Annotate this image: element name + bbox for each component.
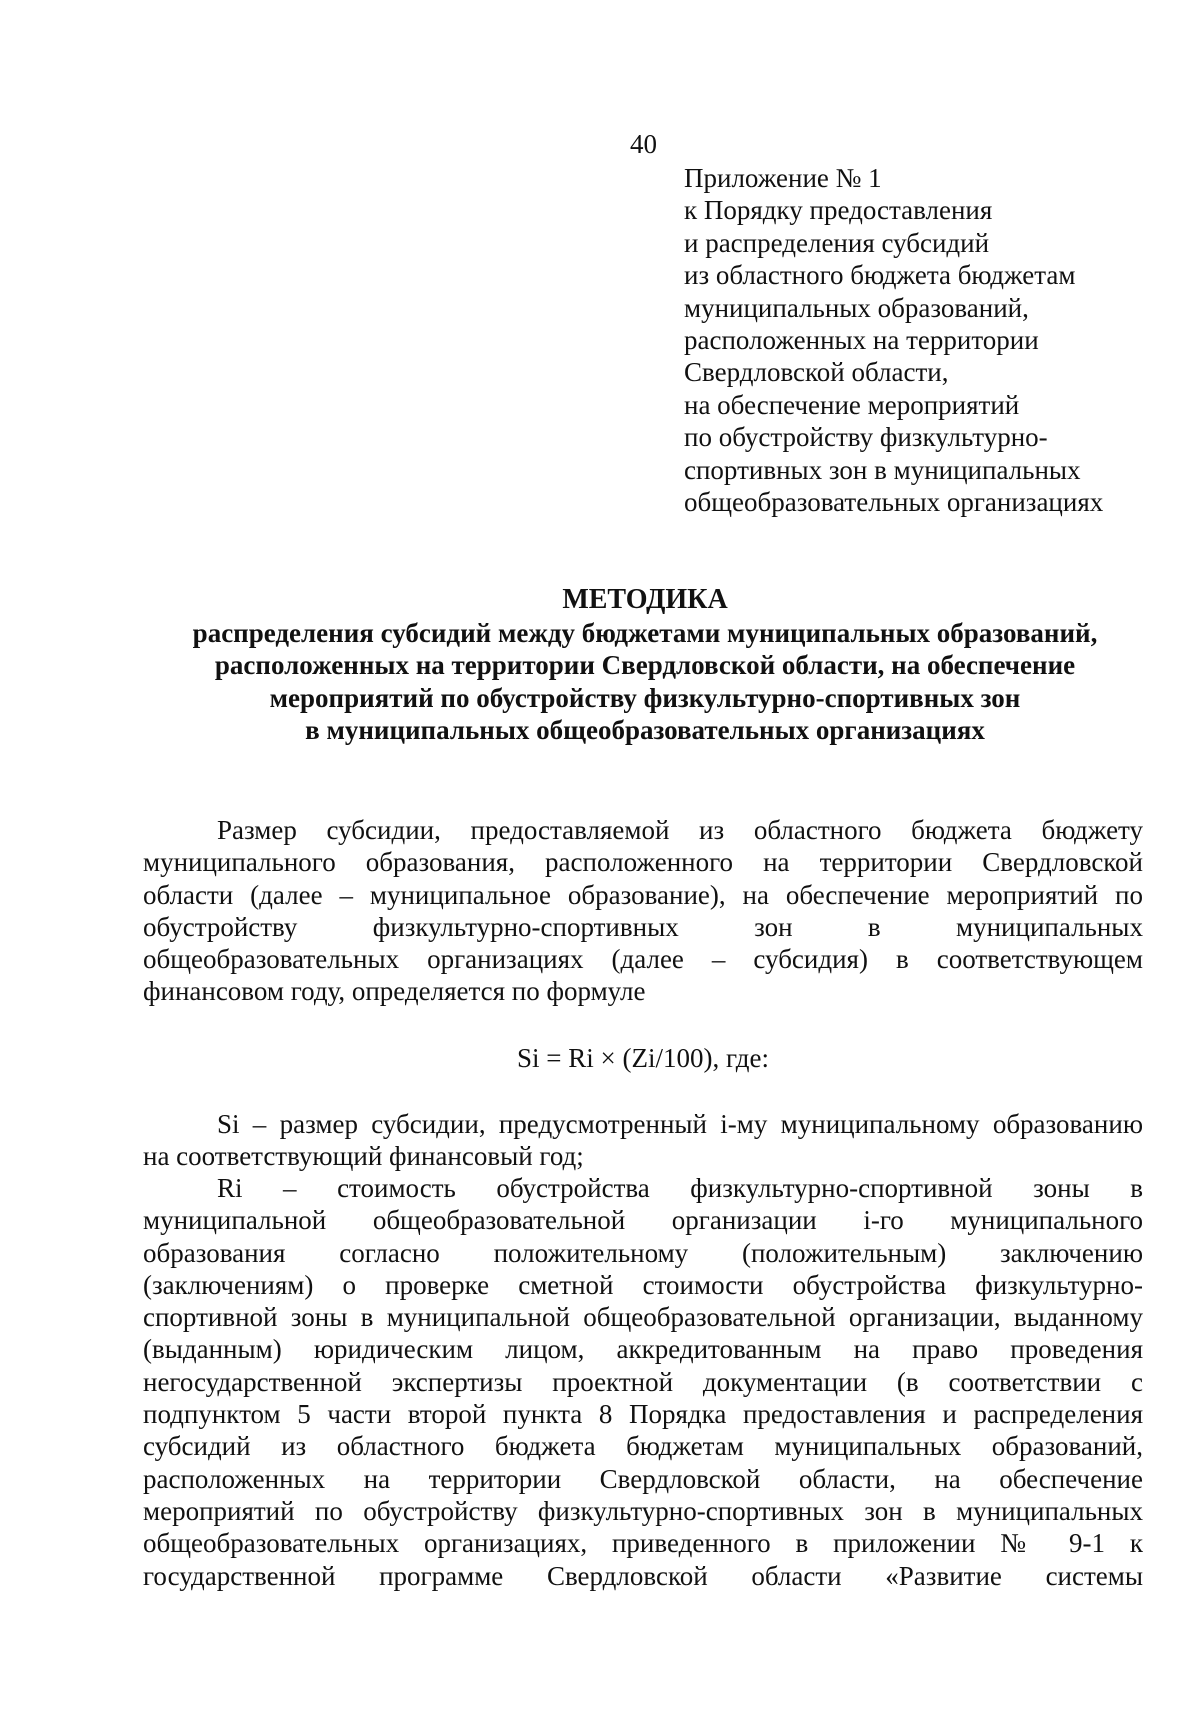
text-line: государственной программе Свердловской области «Развитие системы bbox=[143, 1560, 1143, 1591]
text-line: общеобразовательных организациях, приведенного в приложении № 9-1 к bbox=[143, 1528, 1143, 1559]
text-line: подпунктом 5 части второй пункта 8 Порядка предоставления и распределения bbox=[143, 1399, 1143, 1430]
text-line: на соответствующий финансовый год; bbox=[143, 1141, 584, 1172]
appendix-line: и распределения субсидий bbox=[684, 227, 990, 258]
word: муниципальных bbox=[956, 911, 1143, 942]
word: в bbox=[867, 911, 881, 942]
page-number: 40 bbox=[630, 129, 657, 159]
text-line: области (далее – муниципальное образование), на обеспечение мероприятий по bbox=[143, 879, 1143, 910]
text-line: финансовом году, определяется по формуле bbox=[143, 976, 646, 1007]
paragraph-si-definition bbox=[143, 1108, 1143, 1173]
text-line: (выданным) юридическим лицом, аккредитованным на право проведения bbox=[143, 1334, 1143, 1365]
text-line: общеобразовательных организациях (далее – субсидия) в соответствующем bbox=[143, 944, 1143, 975]
appendix-line: Свердловской области, bbox=[684, 357, 949, 388]
text-line: расположенных на территории Свердловской области, на обеспечение bbox=[143, 1463, 1143, 1494]
title-subline: распределения субсидий между бюджетами муниципальных образований, bbox=[192, 617, 1098, 648]
text-line-spread bbox=[143, 911, 1143, 943]
word: физкультурно-спортивных bbox=[372, 911, 679, 942]
appendix-line: из областного бюджета бюджетам bbox=[684, 260, 1076, 291]
title-main: МЕТОДИКА bbox=[562, 584, 728, 615]
appendix-line: расположенных на территории bbox=[684, 325, 1039, 356]
title-subline: расположенных на территории Свердловской области, на обеспечение bbox=[214, 650, 1076, 680]
appendix-line: Приложение № 1 bbox=[684, 163, 882, 193]
paragraph-ri-definition bbox=[143, 1172, 1143, 1592]
appendix-line: по обустройству физкультурно- bbox=[684, 422, 1048, 453]
appendix-line: спортивных зон в муниципальных bbox=[684, 454, 1081, 485]
appendix-line: к Порядку предоставления bbox=[684, 195, 993, 226]
paragraph-subsidy-size bbox=[143, 814, 1143, 1008]
word: зон bbox=[754, 911, 793, 942]
appendix-line: муниципальных образований, bbox=[684, 292, 1029, 323]
text-line: Si – размер субсидии, предусмотренный i-му муниципальному образованию bbox=[217, 1109, 1143, 1139]
formula: Si = Ri × (Zi/100), где: bbox=[517, 1043, 769, 1073]
text-line: субсидий из областного бюджета бюджетам муниципальных образований, bbox=[143, 1431, 1143, 1462]
appendix-line: общеобразовательных организациях bbox=[684, 487, 1104, 518]
text-line: муниципальной общеобразовательной организации i-го муниципального bbox=[143, 1205, 1143, 1236]
text-line: спортивной зоны в муниципальной общеобразовательной организации, выданному bbox=[143, 1302, 1143, 1333]
text-line: Размер субсидии, предоставляемой из областного бюджета бюджету bbox=[217, 815, 1143, 845]
word: обустройству bbox=[143, 911, 298, 942]
title-subline: в муниципальных общеобразовательных организациях bbox=[305, 715, 985, 745]
text-line: (заключениям) о проверке сметной стоимости обустройства физкультурно- bbox=[143, 1269, 1143, 1300]
document-title bbox=[110, 584, 1180, 747]
appendix-line: на обеспечение мероприятий bbox=[684, 389, 1020, 420]
title-subline: мероприятий по обустройству физкультурно-спортивных зон bbox=[269, 682, 1021, 713]
text-line: образования согласно положительному (положительным) заключению bbox=[143, 1237, 1143, 1268]
text-line: негосударственной экспертизы проектной документации (в соответствии с bbox=[143, 1366, 1143, 1397]
appendix-header bbox=[684, 162, 1154, 518]
text-line: мероприятий по обустройству физкультурно-спортивных зон в муниципальных bbox=[143, 1495, 1143, 1526]
text-line: Ri – стоимость обустройства физкультурно-спортивной зоны в bbox=[217, 1173, 1143, 1203]
text-line: муниципального образования, расположенного на территории Свердловской bbox=[143, 847, 1143, 878]
